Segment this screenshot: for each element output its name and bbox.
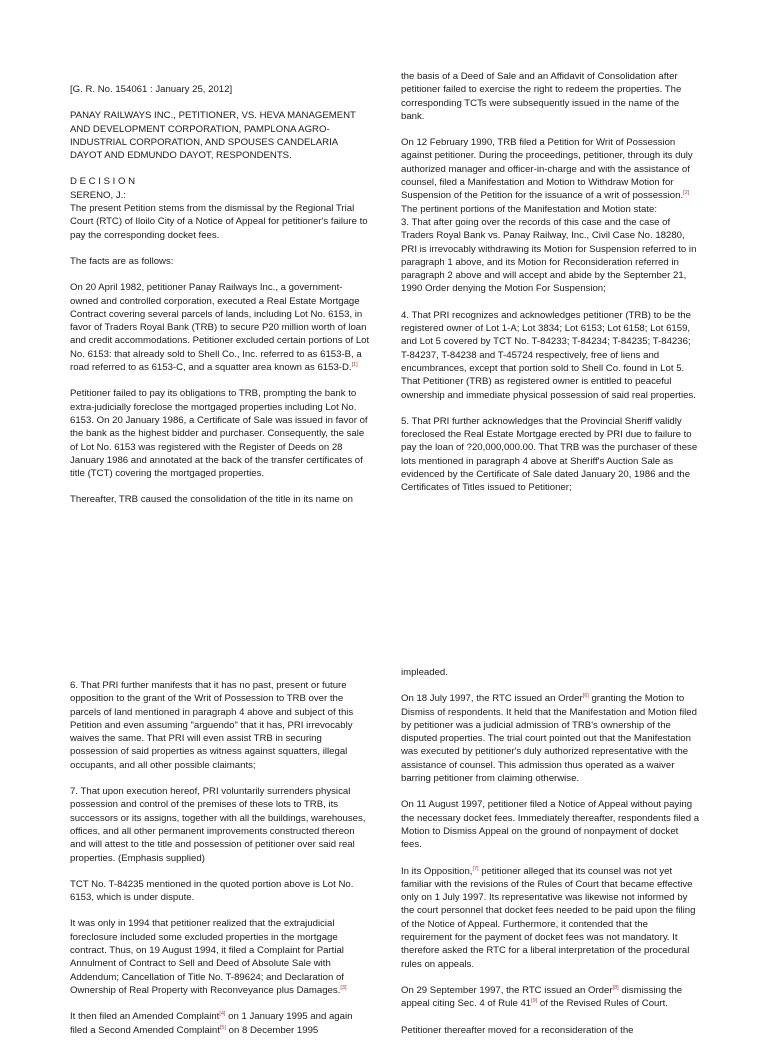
paragraph — [401, 865, 701, 971]
footnote-link[interactable]: [4] — [219, 1011, 226, 1018]
paragraph-text: On 29 September 1997, the RTC issued an Order — [401, 984, 613, 996]
paragraph-text: granting the Motion to Dismiss of respondents. It held that the Manifestation and Motion filed by petitioner was a judicial admission of TRB's ownership of the disputed properties. The trial court pointed out that the Manifestation was executed by petitioner's duly authorized representative with the assistance of counsel. This admission thus operated as a waiver barring petitioner from claiming otherwise. — [401, 693, 697, 785]
paragraph: The facts are as follows: — [70, 255, 174, 267]
paragraph-text: on 8 December 1995 — [226, 1024, 319, 1036]
paragraph-text: on 1 January 1995 and again filed a Second Amended Complaint — [70, 1011, 353, 1036]
quoted-paragraph: 5. That PRI further acknowledges that the Provincial Sheriff validly foreclosed the Real Estate Mortgage erected by PRI due to failure to pay the loan of ?20,000,000.00. That TRB was the purchaser of these lots mentioned in paragraph 4 above at Sheriff's Auction Sale as evidenced by the Certificate of Sale dated January 20, 1986 and the Certificates of Titles issued to Petitioner; — [401, 415, 698, 494]
paragraph: impleaded. — [401, 667, 448, 678]
paragraph-text: It then filed an Amended Complaint — [70, 1011, 220, 1023]
footnote-link[interactable]: [2] — [683, 190, 690, 197]
paragraph: Petitioner thereafter moved for a reconsideration of the — [401, 1024, 634, 1036]
paragraph: the basis of a Deed of Sale and an Affidavit of Consolidation after petitioner failed to exercise the right to redeem the properties. The corresponding TCTs were subsequently issued in the name of the bank. — [401, 71, 682, 122]
ponente: SERENO, J.: — [70, 189, 126, 201]
column-top-right — [401, 70, 701, 508]
paragraph: TCT No. T-84235 mentioned in the quoted portion above is Lot No. 6153, which is under dispute. — [70, 878, 354, 904]
case-reference: [G. R. No. 154061 : January 25, 2012] — [70, 84, 233, 95]
paragraph — [401, 984, 701, 1011]
column-top-left — [70, 83, 370, 520]
footnote-link[interactable]: [9] — [531, 998, 538, 1005]
paragraph: Thereafter, TRB caused the consolidation of the title in its name on — [70, 494, 354, 506]
decision-heading: D E C I S I O N — [70, 176, 136, 188]
footnote-link[interactable]: [7] — [472, 865, 479, 872]
footnote-link[interactable]: [1] — [351, 361, 358, 368]
paragraph-text: On 18 July 1997, the RTC issued an Order — [401, 693, 583, 705]
paragraph — [70, 917, 370, 997]
paragraph: On 11 August 1997, petitioner filed a Notice of Appeal without paying the necessary docket fees. Immediately thereafter, respondents filed a Motion to Dismiss Appeal on the ground of nonpayment of docket fees. — [401, 799, 700, 851]
paragraph-text: In its Opposition, — [401, 865, 473, 877]
paragraph: Petitioner failed to pay its obligations to TRB, prompting the bank to extra-judicially foreclose the mortgaged properties including Lot No. 6153. On 20 January 1986, a Certificate of Sale was issued in favor of the bank as the highest bidder and purchaser. Consequently, the sale of Lot No. 6153 was registered with the Register of Deeds on 28 January 1986 and annotated at the back of the transfer certificates of title (TCT) covering the mortgaged properties. — [70, 388, 368, 480]
paragraph-text: It was only in 1994 that petitioner realized that the extrajudicial foreclosure included some excluded properties in the mortgage contract. Thus, on 19 August 1994, it filed a Complaint for Partial Annulment of Contract to Sell and Deed of Absolute Sale with Addendum; Cancellation of Title No. T-89624; and Declaration of Ownership of Real Property with Reconveyance plus Damages. — [70, 918, 344, 996]
footnote-link[interactable]: [6] — [582, 693, 589, 700]
paragraph — [70, 281, 370, 374]
case-parties: PANAY RAILWAYS INC., PETITIONER, VS. HEVA MANAGEMENT AND DEVELOPMENT CORPORATION, PAMPLONA AGRO-INDUSTRIAL CORPORATION, AND SPOUSES CANDELARIA DAYOT AND EDMUNDO DAYOT, RESPONDENTS. — [70, 110, 356, 162]
paragraph — [401, 692, 701, 785]
paragraph-text: dismissing the appeal citing Sec. 4 of Rule 41 — [401, 984, 683, 1010]
quoted-paragraph: 7. That upon execution hereof, PRI voluntarily surrenders physical possession and control of the premises of these lots to TRB, its successors or its assigns, together with all the buildings, warehouses, offices, and all other permanent improvements constructed thereon and will attest to the title and possession of petitioner over said real properties. (Emphasis supplied) — [70, 786, 366, 864]
paragraph-text: of the Revised Rules of Court. — [537, 998, 668, 1010]
quoted-paragraph: 4. That PRI recognizes and acknowledges petitioner (TRB) to be the registered owner of Lot 1-A; Lot 3834; Lot 6153; Lot 6158; Lot 6159, and Lot 5 covered by TCT No. T-84233; T-84234; T-84235; T-84236; T-84237, T-84238 and T-45724 respectively, free of liens and encumbrances, except that portion sold to Shell Co. found in Lot 5. That Petitioner (TRB) as registered owner is entitled to peaceful ownership and immediate physical possession of said real properties. — [401, 309, 696, 401]
paragraph-text: The pertinent portions of the Manifestation and Motion state: — [401, 203, 657, 215]
quoted-paragraph: 3. That after going over the records of this case and the case of Traders Royal Bank vs. Panay Railway, Inc., Civil Case No. 18280, PRI is irrevocably withdrawing its Motion for Suspension referred to in paragraph 1 above, and its Motion for Reconsideration referred in paragraph 2 above and will accept and abide by the September 21, 1990 Order denying the Motion For Suspension; — [401, 216, 697, 295]
paragraph — [401, 136, 701, 216]
paragraph-text: petitioner alleged that its counsel was not yet familiar with the revisions of the Rules of Court that became effective only on 1 July 1997. Its representative was likewise not informed by the court personnel that docket fees needed to be paid upon the filing of the Notice of Appeal. Furthermore, it contended that the requirement for the payment of docket fees was not mandatory. It therefore asked the RTC for a liberal interpretation of the procedural rules on appeals. — [401, 865, 696, 970]
footnote-link[interactable]: [8] — [612, 984, 619, 991]
paragraph-text: On 12 February 1990, TRB filed a Petition for Writ of Possession against petitioner. During the proceedings, petitioner, through its duly authorized manager and officer-in-charge and with the assistance of counsel, filed a Manifestation and Motion to Withdraw Motion for Suspension of the Petition for the issuance of a writ of possession. — [401, 137, 693, 202]
column-bottom-right — [401, 666, 701, 1050]
quoted-paragraph: 6. That PRI further manifests that it has no past, present or future opposition to the grant of the Writ of Possession to TRB over the parcels of land mentioned in paragraph 4 above and subject of this Petition and even assuming "arguendo" that it has, PRI irrevocably waives the same. That PRI will even assist TRB in securing possession of said properties as witness against squatters, illegal occupants, and all other possible claimants; — [70, 680, 354, 771]
footnote-link[interactable]: [3] — [340, 984, 347, 991]
column-bottom-left — [70, 679, 370, 1050]
footnote-link[interactable]: [5] — [219, 1024, 226, 1031]
paragraph-text: On 20 April 1982, petitioner Panay Railways Inc., a government-owned and controlled corporation, executed a Real Estate Mortgage Contract covering several parcels of lands, including Lot No. 6153, in favor of Traders Royal Bank (TRB) to secure P20 million worth of loan and credit accommodations. Petitioner excluded certain portions of Lot No. 6153: that already sold to Shell Co., Inc. referred to as 6153-B, a road referred to as 6153-C, and a squatter area known as 6153-D. — [70, 282, 370, 374]
paragraph: The present Petition stems from the dismissal by the Regional Trial Court (RTC) of Iloilo City of a Notice of Appeal for petitioner's failure to pay the corresponding docket fees. — [70, 203, 368, 241]
